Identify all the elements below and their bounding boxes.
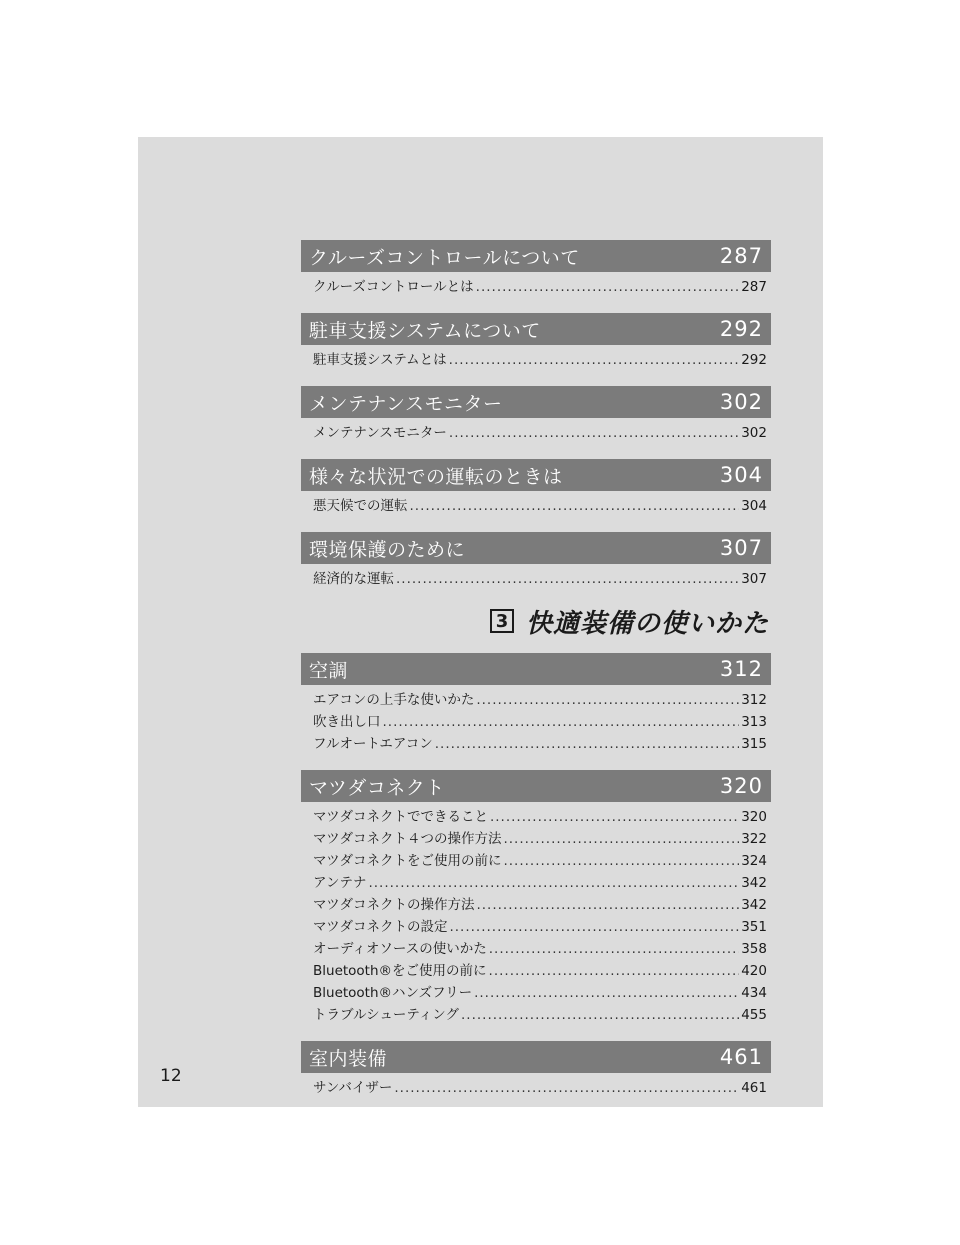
entry-title: Bluetooth®ハンズフリー: [313, 985, 473, 1001]
leader-dots: [503, 831, 739, 847]
entry-page-number: 461: [741, 1080, 767, 1096]
entry-title: 駐車支援システムとは: [313, 352, 447, 368]
section-page-number: 320: [719, 774, 763, 798]
toc-entry[interactable]: [313, 827, 771, 849]
toc-entry[interactable]: [313, 959, 771, 981]
entry-page-number: 315: [741, 736, 767, 752]
entry-page-number: 324: [741, 853, 767, 869]
entry-page-number: 304: [741, 498, 767, 514]
entry-list: [301, 418, 771, 443]
toc-entry[interactable]: [313, 688, 771, 710]
toc-entry[interactable]: [313, 494, 771, 516]
section-page-number: 304: [719, 463, 763, 487]
toc-entry[interactable]: [313, 732, 771, 754]
toc-entry[interactable]: [313, 567, 771, 589]
toc-entry[interactable]: [313, 710, 771, 732]
entry-page-number: 322: [741, 831, 767, 847]
entry-page-number: 420: [741, 963, 767, 979]
section-title: 環境保護のために: [309, 538, 466, 561]
entry-page-number: 342: [741, 897, 767, 913]
entry-title: オーディオソースの使いかた: [313, 941, 487, 957]
entry-title: 悪天候での運転: [313, 498, 408, 514]
toc-entry[interactable]: [313, 893, 771, 915]
entry-list: [301, 1073, 771, 1098]
entry-title: トラブルシューティング: [313, 1007, 460, 1023]
leader-dots: [461, 1007, 739, 1023]
section-page-number: 287: [719, 244, 763, 268]
section-page-number: 461: [719, 1045, 763, 1069]
entry-list: [301, 802, 771, 1025]
section-title: メンテナンスモニター: [309, 392, 503, 415]
entry-list: [301, 564, 771, 589]
leader-dots: [476, 692, 739, 708]
toc-entry[interactable]: [313, 1003, 771, 1025]
entry-title: マツダコネクトでできること: [313, 809, 488, 825]
entry-page-number: 287: [741, 279, 767, 295]
leader-dots: [476, 279, 740, 295]
chapter-number-box: 3: [490, 609, 514, 633]
leader-dots: [368, 875, 739, 891]
entry-title: フルオートエアコン: [313, 736, 433, 752]
entry-title: サンバイザー: [313, 1080, 393, 1096]
leader-dots: [410, 498, 740, 514]
leader-dots: [435, 736, 739, 752]
leader-dots: [489, 963, 740, 979]
leader-dots: [503, 853, 739, 869]
entry-page-number: 434: [741, 985, 767, 1001]
leader-dots: [476, 897, 739, 913]
toc-entry[interactable]: [313, 1076, 771, 1098]
leader-dots: [396, 571, 739, 587]
page-number: 12: [160, 1066, 182, 1086]
entry-title: マツダコネクトの操作方法: [313, 897, 475, 913]
entry-title: マツダコネクト４つの操作方法: [313, 831, 502, 847]
entry-page-number: 342: [741, 875, 767, 891]
entry-title: アンテナ: [313, 875, 367, 891]
section-title: 空調: [309, 659, 349, 682]
section-title: クルーズコントロールについて: [309, 246, 580, 269]
section-title: 室内装備: [309, 1047, 388, 1070]
leader-dots: [449, 425, 739, 441]
section-header[interactable]: [301, 770, 771, 802]
section-title: マツダコネクト: [309, 776, 445, 799]
leader-dots: [383, 714, 740, 730]
entry-title: エアコンの上手な使いかた: [313, 692, 475, 708]
toc-entry[interactable]: [313, 421, 771, 443]
entry-page-number: 292: [741, 352, 767, 368]
entry-list: [301, 685, 771, 754]
leader-dots: [394, 1080, 739, 1096]
toc-entry[interactable]: [313, 275, 771, 297]
section-header[interactable]: [301, 240, 771, 272]
manual-page: [138, 137, 823, 1107]
entry-list: [301, 491, 771, 516]
leader-dots: [489, 941, 739, 957]
entry-title: マツダコネクトの設定: [313, 919, 448, 935]
toc-entry[interactable]: [313, 915, 771, 937]
entry-title: 経済的な運転: [313, 571, 394, 587]
toc-entry[interactable]: [313, 937, 771, 959]
toc-entry[interactable]: [313, 981, 771, 1003]
entry-title: クルーズコントロールとは: [313, 279, 474, 295]
entry-title: Bluetooth®をご使用の前に: [313, 963, 487, 979]
section-title: 駐車支援システムについて: [309, 319, 541, 342]
leader-dots: [449, 352, 740, 368]
entry-list: [301, 345, 771, 370]
section-header[interactable]: [301, 653, 771, 685]
leader-dots: [474, 985, 739, 1001]
toc-entry[interactable]: [313, 871, 771, 893]
section-header[interactable]: [301, 313, 771, 345]
entry-page-number: 455: [741, 1007, 767, 1023]
toc-entry[interactable]: [313, 805, 771, 827]
section-page-number: 312: [719, 657, 763, 681]
toc-entry[interactable]: [313, 348, 771, 370]
entry-page-number: 307: [741, 571, 767, 587]
section-page-number: 292: [719, 317, 763, 341]
entry-title: 吹き出し口: [313, 714, 381, 730]
entry-title: マツダコネクトをご使用の前に: [313, 853, 502, 869]
section-page-number: 307: [719, 536, 763, 560]
entry-page-number: 312: [741, 692, 767, 708]
entry-page-number: 302: [741, 425, 767, 441]
entry-page-number: 351: [741, 919, 767, 935]
table-of-contents: [301, 240, 771, 1114]
entry-list: [301, 272, 771, 297]
section-header[interactable]: [301, 1041, 771, 1073]
toc-entry[interactable]: [313, 849, 771, 871]
section-title: 様々な状況での運転のときは: [309, 465, 563, 488]
chapter-title: 快適装備の使いかた: [525, 608, 769, 639]
leader-dots: [449, 919, 739, 935]
section-header[interactable]: [301, 459, 771, 491]
entry-page-number: 313: [741, 714, 767, 730]
leader-dots: [490, 809, 739, 825]
chapter-heading: [301, 601, 769, 641]
section-header[interactable]: [301, 386, 771, 418]
section-header[interactable]: [301, 532, 771, 564]
entry-page-number: 320: [741, 809, 767, 825]
entry-page-number: 358: [741, 941, 767, 957]
section-page-number: 302: [719, 390, 763, 414]
entry-title: メンテナンスモニター: [313, 425, 447, 441]
